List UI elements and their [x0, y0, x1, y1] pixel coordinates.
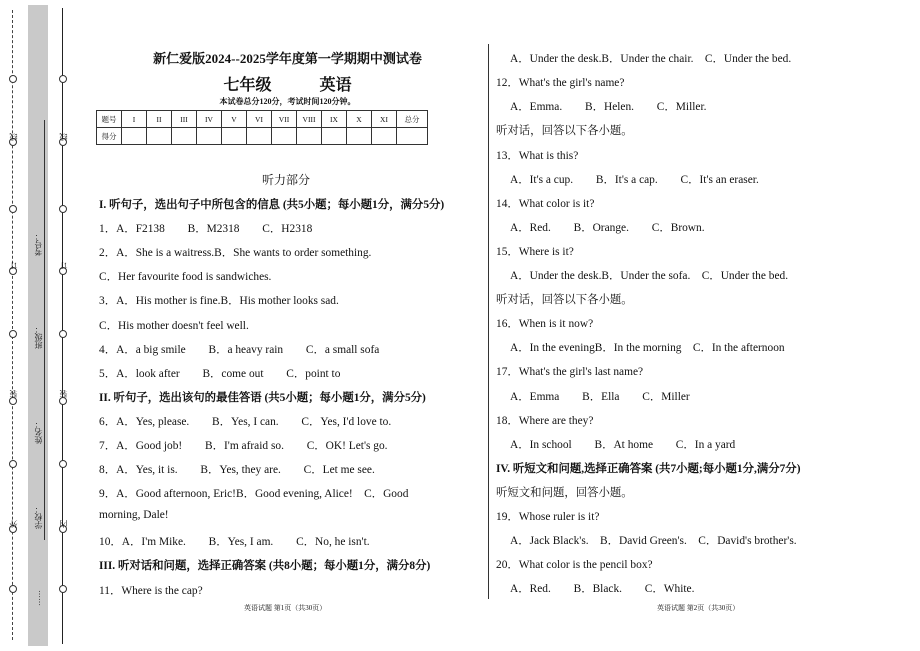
score-input-cell[interactable] — [322, 128, 347, 145]
question-1: 1．A．F2138 B．M2318 C．H2318 — [99, 223, 313, 235]
question-2-cont: C．Her favourite food is sandwiches. — [99, 271, 272, 283]
instruction: 听对话，回答以下各小题。 — [496, 125, 633, 137]
score-cell: VIII — [297, 111, 322, 128]
school-label: 学校： — [34, 505, 43, 529]
inner-char: 装 — [59, 390, 68, 398]
score-cell: III — [172, 111, 197, 128]
grade: 七年级 — [223, 77, 272, 94]
question-3: 3．A．His mother is fine.B．His mother looks sad. — [99, 295, 339, 307]
question-12: 12．What's the girl's name? — [496, 77, 625, 89]
column-divider — [488, 44, 489, 599]
binding-hole — [9, 460, 17, 468]
inner-char: 线 — [59, 133, 68, 141]
binding-hole — [9, 205, 17, 213]
question-15: 15．Where is it? — [496, 246, 574, 258]
score-value-row — [97, 128, 428, 145]
score-cell: V — [222, 111, 247, 128]
score-input-cell[interactable] — [222, 128, 247, 145]
score-input-cell[interactable] — [197, 128, 222, 145]
question-14-options: A．Red. B．Orange. C．Brown. — [510, 222, 705, 234]
question-5: 5．A．look after B．come out C．point to — [99, 368, 341, 380]
binding-hole — [59, 460, 67, 468]
score-row-label: 得分 — [97, 128, 122, 145]
question-17-options: A．Emma B．Ella C．Miller — [510, 391, 690, 403]
subject: 英语 — [319, 77, 352, 94]
binding-hole — [9, 75, 17, 83]
section-3-heading: III. 听对话和问题，选择正确答案 (共8小题；每小题1分，满分8分) — [99, 560, 431, 572]
score-input-cell[interactable] — [147, 128, 172, 145]
binding-hole — [59, 75, 67, 83]
binding-hole — [9, 585, 17, 593]
question-18: 18．Where are they? — [496, 415, 594, 427]
question-14: 14．What color is it? — [496, 198, 595, 210]
question-3-cont: C．His mother doesn't feel well. — [99, 320, 249, 332]
fill-line — [44, 120, 45, 540]
score-cell: IX — [322, 111, 347, 128]
binding-hole — [59, 397, 67, 405]
grade-subject — [90, 72, 485, 95]
score-input-cell[interactable] — [397, 128, 428, 145]
binding-dots: …… — [33, 590, 42, 606]
score-cell: X — [347, 111, 372, 128]
binding-hole — [59, 205, 67, 213]
question-13: 13．What is this? — [496, 150, 579, 162]
outer-char: 装 — [9, 390, 18, 398]
question-16-options: A．In the eveningB．In the morning C．In the afternoon — [510, 342, 785, 354]
instruction: 听短文和问题，回答小题。 — [496, 487, 633, 499]
inner-char: 内 — [59, 520, 68, 528]
binding-margin — [0, 0, 82, 651]
inner-solid-line — [62, 8, 63, 644]
score-input-cell[interactable] — [172, 128, 197, 145]
score-input-cell[interactable] — [297, 128, 322, 145]
score-cell: VII — [272, 111, 297, 128]
score-input-cell[interactable] — [247, 128, 272, 145]
score-input-cell[interactable] — [272, 128, 297, 145]
question-10: 10．A．I'm Mike. B．Yes, I am. C．No, he isn't. — [99, 536, 370, 548]
question-4: 4．A．a big smile B．a heavy rain C．a small sofa — [99, 344, 380, 356]
question-12-options: A．Emma. B．Helen. C．Miller. — [510, 101, 707, 113]
score-input-cell[interactable] — [347, 128, 372, 145]
outer-dashed-line — [12, 10, 13, 640]
score-cell: VI — [247, 111, 272, 128]
question-20-options: A．Red. B．Black. C．White. — [510, 583, 695, 595]
question-18-options: A．In school B．At home C．In a yard — [510, 439, 736, 451]
score-cell: I — [122, 111, 147, 128]
question-11-options: A．Under the desk.B．Under the chair. C．Under the bed. — [510, 53, 792, 65]
score-header-row — [97, 111, 428, 128]
section-2-heading: II. 听句子，选出该句的最佳答语 (共5小题；每小题1分，满分5分) — [99, 392, 426, 404]
binding-hole — [59, 585, 67, 593]
score-input-cell[interactable] — [372, 128, 397, 145]
question-15-options: A．Under the desk.B．Under the sofa. C．Under the bed. — [510, 270, 789, 282]
question-7: 7．A．Good job! B．I'm afraid so. C．OK! Let's go. — [99, 440, 388, 452]
section-listening: 听力部分 — [262, 173, 311, 187]
exam-note: 本试卷总分120分，考试时间120分钟。 — [219, 97, 356, 106]
binding-hole — [9, 397, 17, 405]
section-1-heading: I. 听句子，选出句子中所包含的信息 (共5小题；每小题1分，满分5分) — [99, 199, 445, 211]
binding-hole — [59, 330, 67, 338]
question-16: 16．When is it now? — [496, 318, 594, 330]
name-label: 姓名： — [34, 420, 43, 444]
question-11: 11．Where is the cap? — [99, 585, 203, 597]
page-1-footer: 英语试题 第1页（共30页） — [244, 604, 327, 612]
instruction: 听对话，回答以下各小题。 — [496, 294, 633, 306]
score-cell: IV — [197, 111, 222, 128]
question-19-options: A．Jack Black's. B．David Green's. C．David's brother's. — [510, 535, 797, 547]
outer-char: 外 — [9, 520, 18, 528]
question-19: 19．Whose ruler is it? — [496, 511, 600, 523]
exam-title: 新仁爱版2024--2025学年度第一学期期中测试卷 — [153, 51, 422, 66]
page-2-footer: 英语试题 第2页（共30页） — [657, 604, 740, 612]
score-cell: II — [147, 111, 172, 128]
question-13-options: A．It's a cup. B．It's a cap. C．It's an eraser. — [510, 174, 759, 186]
id-label: 考号： — [34, 232, 43, 256]
score-input-cell[interactable] — [122, 128, 147, 145]
question-17: 17．What's the girl's last name? — [496, 366, 644, 378]
outer-char: 订 — [9, 262, 18, 270]
outer-char: 线 — [9, 133, 18, 141]
score-cell: XI — [372, 111, 397, 128]
question-2: 2．A．She is a waitress.B．She wants to order something. — [99, 247, 372, 259]
score-cell: 题号 — [97, 111, 122, 128]
score-cell: 总分 — [397, 111, 428, 128]
binding-hole — [9, 330, 17, 338]
section-4-heading: IV. 听短文和问题,选择正确答案 (共7小题;每小题1分,满分7分) — [496, 463, 801, 475]
inner-char: 订 — [59, 262, 68, 270]
question-9-cont: morning, Dale! — [99, 509, 169, 521]
question-20: 20．What color is the pencil box? — [496, 559, 653, 571]
question-9: 9．A．Good afternoon, Eric!B．Good evening, Alice! C．Good — [99, 488, 409, 500]
class-label: 班级： — [34, 325, 43, 349]
question-8: 8．A．Yes, it is. B．Yes, they are. C．Let me see. — [99, 464, 375, 476]
question-6: 6．A．Yes, please. B．Yes, I can. C．Yes, I'd love to. — [99, 416, 392, 428]
score-table — [96, 110, 428, 145]
